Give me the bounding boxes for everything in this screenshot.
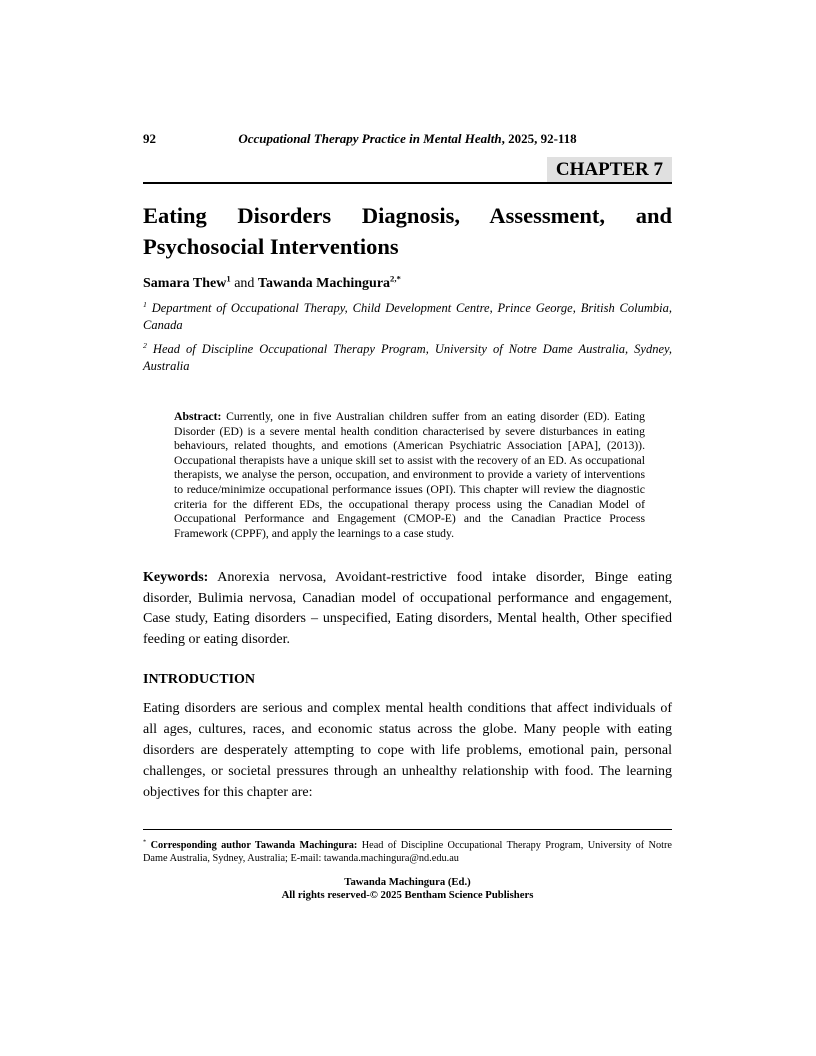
rights-line: All rights reserved-© 2025 Bentham Science Publishers <box>281 888 534 901</box>
abstract-label: Abstract: <box>174 410 222 423</box>
keywords-label: Keywords: <box>143 570 209 586</box>
chapter-label: CHAPTER 7 <box>547 157 672 182</box>
page-number: 92 <box>143 131 156 146</box>
chapter-title <box>143 200 672 262</box>
running-head-journal: Occupational Therapy Practice in Mental Health <box>238 131 502 146</box>
page-footer <box>143 829 672 901</box>
author-2-name: Tawanda Machingura <box>257 276 391 291</box>
footnote-label: Corresponding author Tawanda Machingura: <box>146 840 358 852</box>
page-content <box>143 131 672 803</box>
affiliation-2-marker: 2 <box>143 340 147 350</box>
editor-line: Tawanda Machingura (Ed.) <box>344 876 471 889</box>
author-2-affiliation-marker: 2,* <box>390 273 401 284</box>
introduction-paragraph: Eating disorders are serious and complex mental health conditions that affect individuals of all ages, cultures, races, and economic status across the globe. Many people with eating disorders are desperately attempting to cope with life problems, emotional pain, personal challenges, or societal pressures through an unhealthy relationship with food. The learning objectives for this chapter are: <box>143 701 672 801</box>
author-1-affiliation-marker: 1 <box>226 273 231 284</box>
corresponding-author-footnote <box>143 840 672 866</box>
footnote-divider <box>143 829 672 830</box>
affiliation-1-marker: 1 <box>143 299 147 309</box>
authors-line <box>143 275 672 292</box>
running-head <box>143 131 672 146</box>
running-header <box>143 131 672 146</box>
chapter-banner <box>143 157 672 184</box>
abstract-text: Currently, one in five Australian children suffer from an eating disorder (ED). Eating Disorder (ED) is a severe mental health condition characterised by severe disturbances in eating behaviours, related thoughts, and emotions (American Psychiatric Association [APA], (2013)). Occupational therapists have a unique skill set to assist with the recovery of an ED. As occupational therapists, we analyse the person, occupation, and environment to provide a variety of interventions to reduce/minimize occupational performance issues (OPI). This chapter will review the diagnostic criteria for the different EDs, the occupational therapy process using the Canadian Model of Occupational Performance and Engagement (CMOP-E) and the Canadian Practice Process Framework (CPPF), and apply the learnings to a case study. <box>174 410 645 540</box>
chapter-title-line2: Psychosocial Interventions <box>143 234 399 259</box>
publisher-block <box>143 876 672 901</box>
running-head-citation: , 2025, 92-118 <box>501 131 577 146</box>
keywords-text: Anorexia nervosa, Avoidant-restrictive food intake disorder, Binge eating disorder, Bulimia nervosa, Canadian model of occupational performance and engagement, Case study, Eating disorders – unspecified, Eating disorders, Mental health, Other specified feeding or eating disorder. <box>143 570 672 647</box>
footnote-marker: * <box>143 838 147 846</box>
affiliation-1-text: Department of Occupational Therapy, Child Development Centre, Prince George, British Columbia, Canada <box>143 301 672 332</box>
introduction-heading: INTRODUCTION <box>143 672 256 688</box>
keywords <box>143 568 672 650</box>
authors-connector: and <box>230 276 258 291</box>
affiliation-1 <box>143 300 672 333</box>
abstract <box>174 410 645 541</box>
author-1-name: Samara Thew <box>143 276 227 291</box>
footnote-text: Head of Discipline Occupational Therapy Program, University of Notre Dame Australia, Sydney, Australia; E-mail: tawanda.machingura@nd.edu.au <box>143 840 673 865</box>
affiliation-2-text: Head of Discipline Occupational Therapy Program, University of Notre Dame Australia, Sydney, Australia <box>143 342 672 373</box>
affiliation-2 <box>143 341 672 374</box>
chapter-title-line1: Eating Disorders Diagnosis, Assessment, and <box>143 203 672 228</box>
